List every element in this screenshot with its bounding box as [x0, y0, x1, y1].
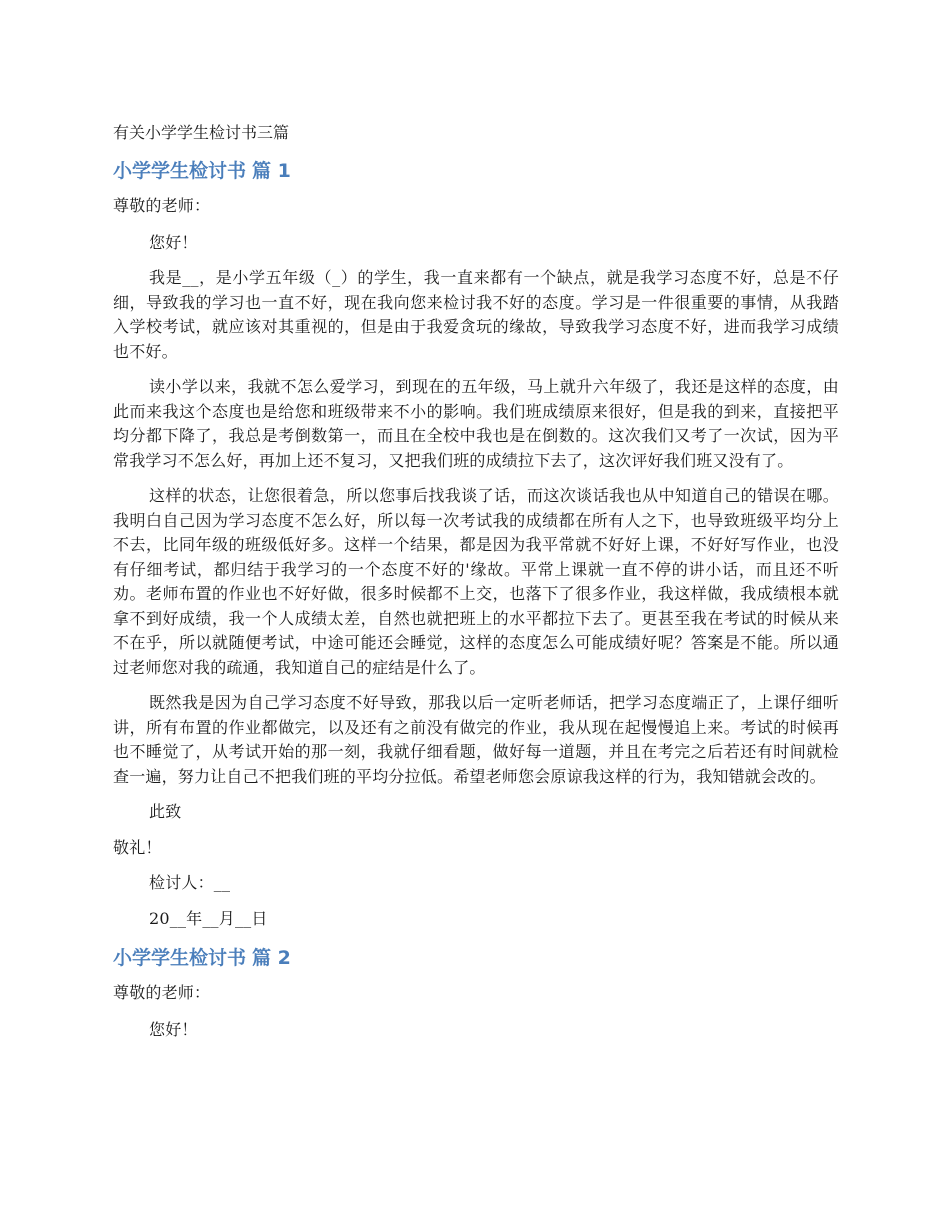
- section-1-regards: 敬礼！: [113, 837, 162, 857]
- section-2-heading-number: 篇 2: [252, 947, 291, 969]
- section-1-paragraph-4: 既然我是因为自己学习态度不好导致，那我以后一定听老师话，把学习态度端正了，上课仔细听讲，所有布置的作业都做完，以及还有之前没有做完的作业，我从现在起慢慢追上来。考试的时候再也不睡觉了，从考试开始的那一刻，我就仔细看题，做好每一道题，并且在考完之后若还有时间就检查一遍，努力让自己不把我们班的平均分拉低。希望老师您会原谅我这样的行为，我知错就会改的。: [113, 693, 839, 786]
- section-2-salutation: 尊敬的老师：: [113, 983, 211, 1002]
- section-1-heading-text: 小学学生检讨书: [113, 160, 247, 182]
- section-1-paragraph-1: 我是__，是小学五年级（_）的学生，我一直来都有一个缺点，就是我学习态度不好，总是不仔细，导致我的学习也一直不好，现在我向您来检讨我不好的态度。学习是一件很重要的事情，从我踏入学校考试，就应该对其重视的，但是由于我爱贪玩的缘故，导致我学习态度不好，进而我学习成绩也不好。: [113, 268, 839, 361]
- section-1-date: 20__年__月__日: [149, 908, 268, 928]
- document-title: 有关小学学生检讨书三篇: [113, 123, 290, 142]
- section-1-greeting: 您好！: [149, 232, 198, 252]
- section-1-closing: 此致: [149, 802, 182, 821]
- section-2-greeting: 您好！: [149, 1019, 198, 1039]
- section-1-salutation: 尊敬的老师：: [113, 196, 211, 215]
- document-page: [113, 120, 839, 1053]
- section-2-heading: [113, 945, 839, 971]
- section-2-heading-text: 小学学生检讨书: [113, 947, 247, 969]
- section-2: [113, 945, 839, 1042]
- section-1-paragraph-2: 读小学以来，我就不怎么爱学习，到现在的五年级，马上就升六年级了，我还是这样的态度，由此而来我这个态度也是给您和班级带来不小的影响。我们班成绩原来很好，但是我的到来，直接把平均分都下降了，我总是考倒数第一，而且在全校中我也是在倒数的。这次我们又考了一次试，因为平常我学习不怎么好，再加上还不复习，又把我们班的成绩拉下去了，这次评好我们班又没有了。: [113, 377, 839, 470]
- section-1-signer: 检讨人：__: [149, 873, 231, 892]
- section-1-heading: [113, 158, 839, 184]
- section-1-heading-number: 篇 1: [252, 160, 291, 182]
- section-1-paragraph-3: 这样的状态，让您很着急，所以您事后找我谈了话，而这次谈话我也从中知道自己的错误在哪。我明白自己因为学习态度不怎么好，所以每一次考试我的成绩都在所有人之下，也导致班级平均分上不去，比同年级的班级低好多。这样一个结果，都是因为我平常就不好好上课，不好好写作业，也没有仔细考试，都归结于我学习的一个态度不好的'缘故。平常上课就一直不停的讲小话，而且还不听劝。老师布置的作业也不好好做，很多时候都不上交，也落下了很多作业，我这样做，我成绩根本就拿不到好成绩，我一个人成绩太差，自然也就把班上的水平都拉下去了。更甚至我在考试的时候从来不在乎，所以就随便考试，中途可能还会睡觉，这样的态度怎么可能成绩好呢？答案是不能。所以通过老师您对我的疏通，我知道自己的症结是什么了。: [113, 486, 839, 677]
- section-1: [113, 158, 839, 931]
